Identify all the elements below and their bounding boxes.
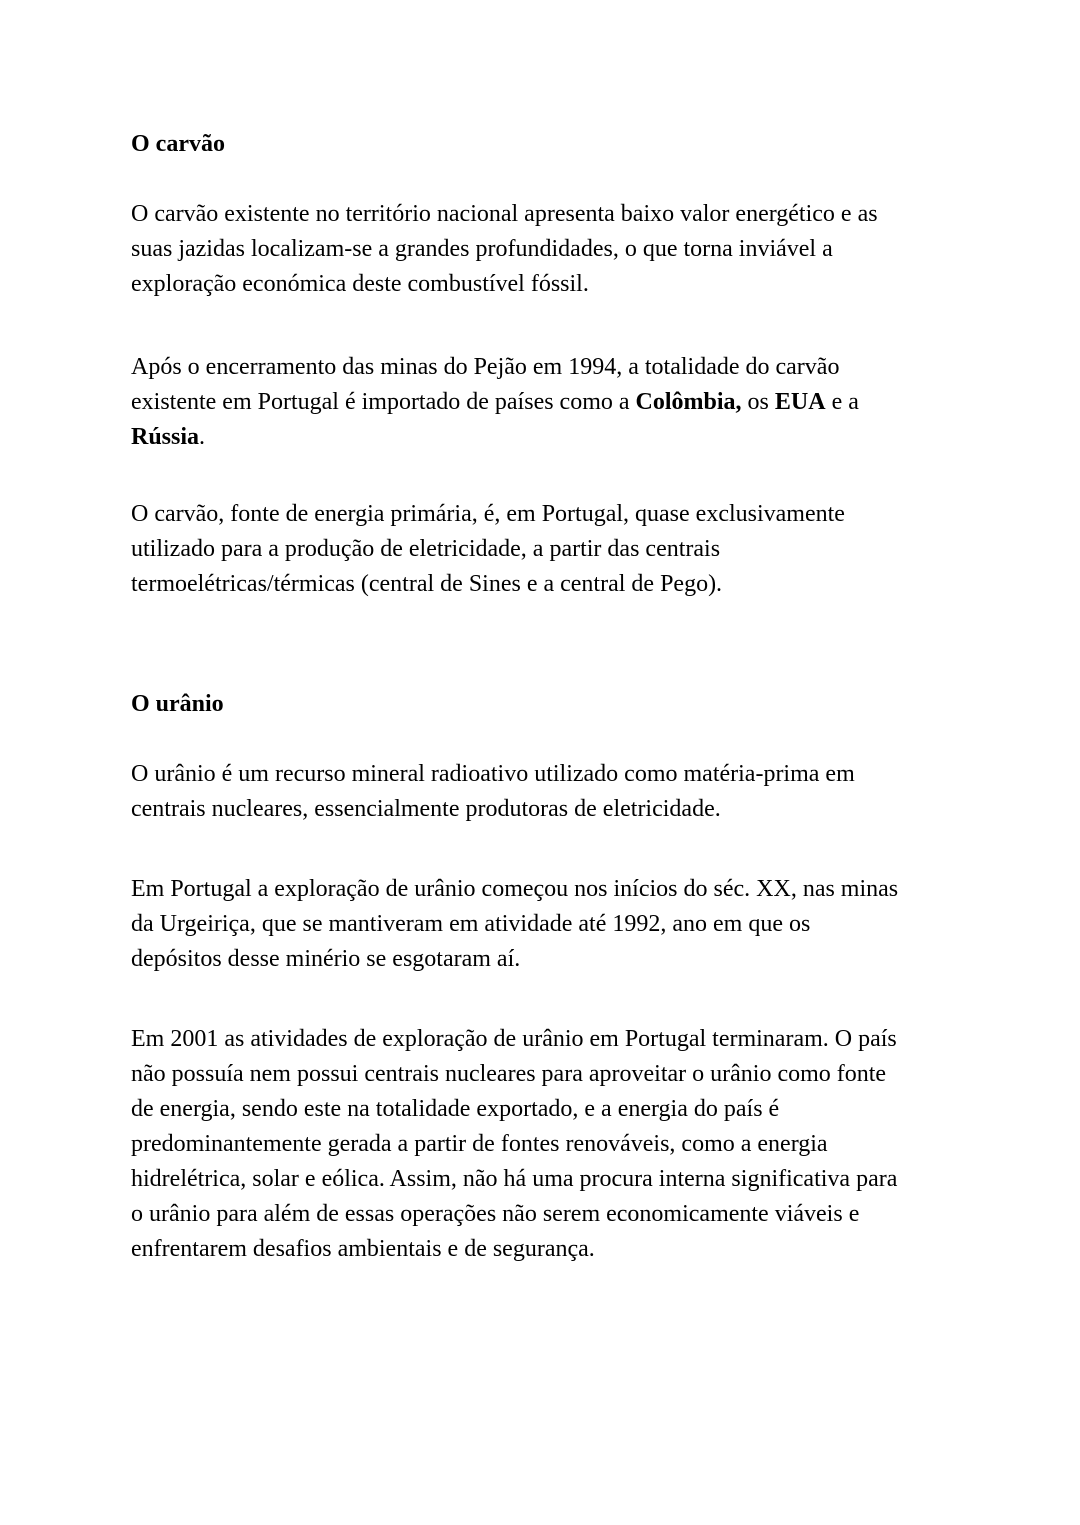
paragraph-uranio-1 [131,757,961,827]
paragraph-carvao-3 [131,497,961,602]
text-line: Em 2001 as atividades de exploração de urânio em Portugal terminaram. O país [131,1026,897,1052]
text-line: suas jazidas localizam-se a grandes profundidades, o que torna inviável a [131,236,833,262]
paragraph-carvao-2 [131,350,961,455]
text-run: existente em Portugal é importado de países como a [131,389,636,415]
text-line [131,385,961,420]
text-line: O urânio é um recurso mineral radioativo utilizado como matéria-prima em [131,761,855,787]
text-line: O carvão existente no território nacional apresenta baixo valor energético e as [131,201,878,227]
text-run: e a [825,389,859,415]
text-line: utilizado para a produção de eletricidade, a partir das centrais [131,536,721,562]
text-line: termoelétricas/térmicas (central de Sines e a central de Pego). [131,571,723,597]
paragraph-uranio-3 [131,1022,961,1267]
text-line: predominantemente gerada a partir de fontes renováveis, como a energia [131,1131,828,1157]
text-line: depósitos desse minério se esgotaram aí. [131,946,521,972]
section-heading-uranio: O urânio [131,691,224,717]
bold-country-russia: Rússia [131,424,200,450]
text-line: Após o encerramento das minas do Pejão em 1994, a totalidade do carvão [131,354,840,380]
text-run: os [741,389,775,415]
text-line: O carvão, fonte de energia primária, é, em Portugal, quase exclusivamente [131,501,845,527]
text-line: exploração económica deste combustível fóssil. [131,271,589,297]
paragraph-carvao-1 [131,197,961,302]
section-heading-carvao: O carvão [131,131,225,157]
text-line: enfrentarem desafios ambientais e de segurança. [131,1236,595,1262]
text-run: . [199,424,206,450]
text-line: não possuía nem possui centrais nucleares para aproveitar o urânio como fonte [131,1061,887,1087]
paragraph-uranio-2 [131,872,961,977]
text-line [131,420,961,455]
bold-country-eua: EUA [774,389,826,415]
text-line: de energia, sendo este na totalidade exportado, e a energia do país é [131,1096,780,1122]
text-line: o urânio para além de essas operações não serem economicamente viáveis e [131,1201,860,1227]
text-line: da Urgeiriça, que se mantiveram em atividade até 1992, ano em que os [131,911,811,937]
bold-country-colombia: Colômbia, [635,389,742,415]
text-line: Em Portugal a exploração de urânio começou nos inícios do séc. XX, nas minas [131,876,899,902]
text-line: hidrelétrica, solar e eólica. Assim, não há uma procura interna significativa para [131,1166,898,1192]
text-line: centrais nucleares, essencialmente produtoras de eletricidade. [131,796,721,822]
